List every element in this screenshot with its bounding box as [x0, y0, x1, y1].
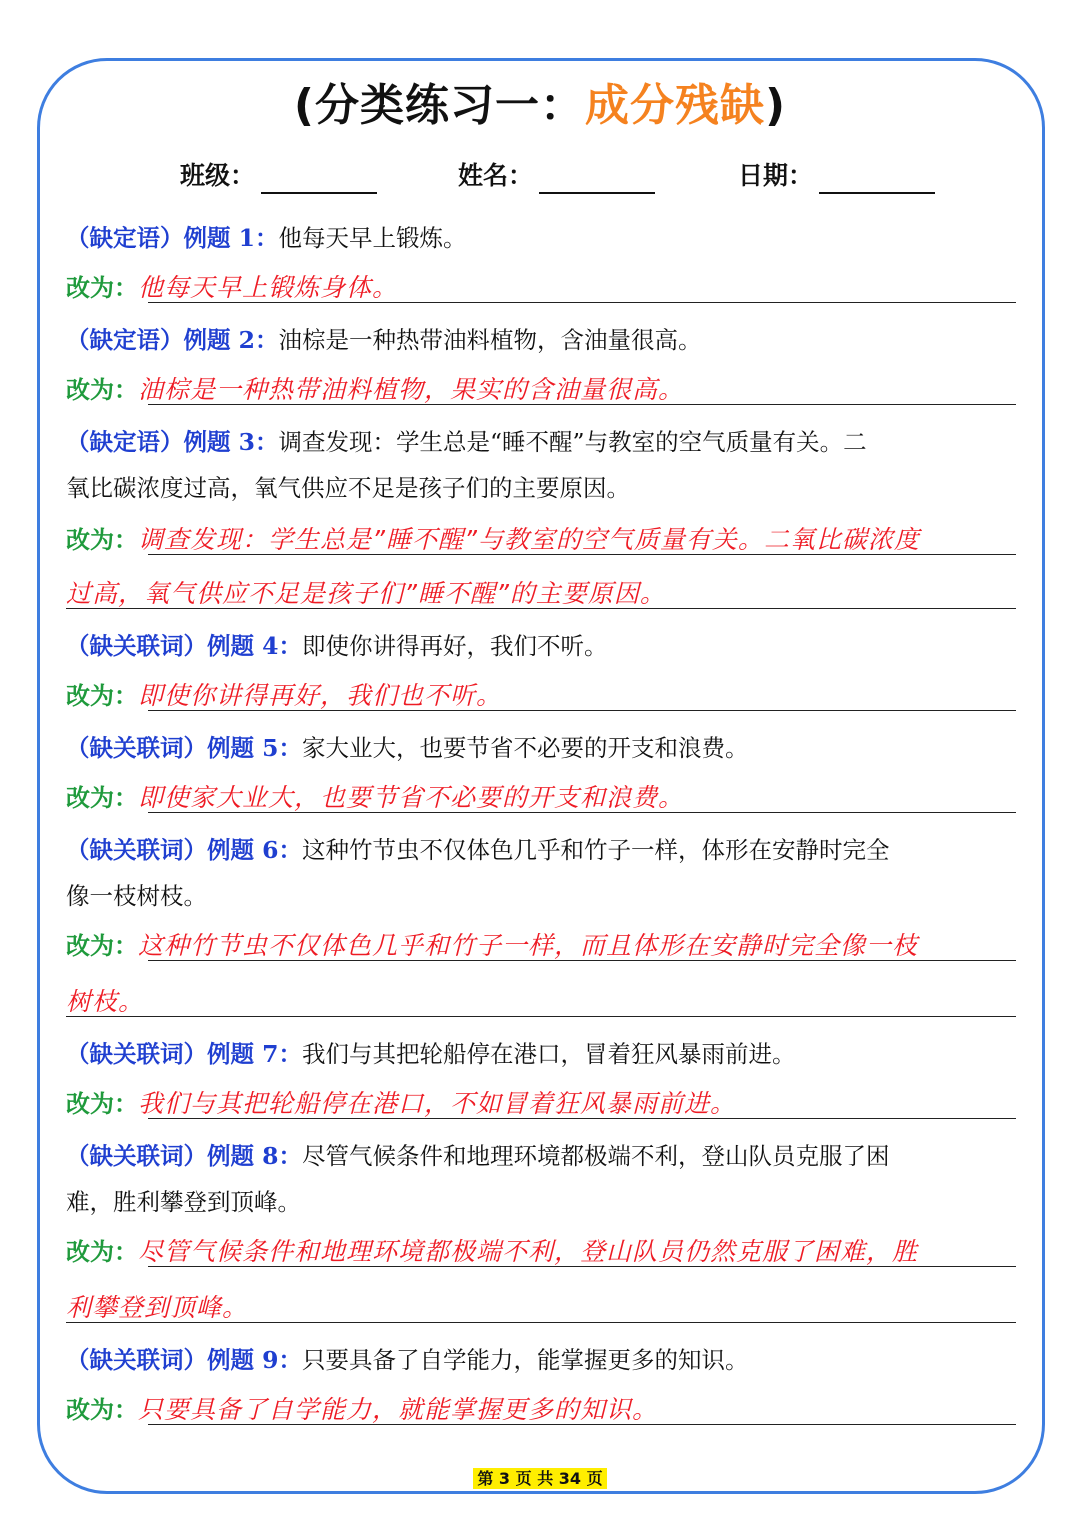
answer-rule	[66, 1322, 1016, 1323]
answer-rule	[148, 404, 1016, 405]
name-field	[458, 158, 655, 194]
answer-rule	[148, 812, 1016, 813]
answer-rule	[148, 1424, 1016, 1425]
page-number: 第 3 页 共 34 页	[473, 1468, 606, 1489]
question-8: （缺关联词）例题 8：尽管气候条件和地理环境都极端不利，登山队员克服了困	[66, 1142, 890, 1170]
date-field	[738, 158, 935, 194]
question-2: （缺定语）例题 2：油棕是一种热带油料植物，含油量很高。	[66, 326, 702, 354]
answer-rule	[148, 710, 1016, 711]
answer-3-cont: 过高，氧气供应不足是孩子们”睡不醒”的主要原因。	[66, 579, 666, 608]
answer-3: 改为：调查发现：学生总是”睡不醒”与教室的空气质量有关。二氧比碳浓度	[66, 525, 920, 554]
question-3-cont: 氧比碳浓度过高，氧气供应不足是孩子们的主要原因。	[66, 474, 630, 502]
page-title: (分类练习一：成分残缺)	[293, 80, 787, 131]
answer-6-cont: 树枝。	[66, 987, 145, 1016]
class-label: 班级：	[180, 161, 256, 190]
date-label: 日期：	[738, 161, 814, 190]
answer-2: 改为：油棕是一种热带油料植物，果实的含油量很高。	[66, 375, 685, 404]
question-8-cont: 难，胜利攀登到顶峰。	[66, 1188, 301, 1216]
name-label: 姓名：	[458, 161, 534, 190]
question-3: （缺定语）例题 3：调查发现：学生总是“睡不醒”与教室的空气质量有关。二	[66, 428, 867, 456]
page-footer	[0, 1466, 1080, 1489]
answer-1: 改为：他每天早上锻炼身体。	[66, 273, 399, 302]
answer-4: 改为：即使你讲得再好，我们也不听。	[66, 681, 503, 710]
answer-7: 改为：我们与其把轮船停在港口，不如冒着狂风暴雨前进。	[66, 1089, 737, 1118]
answer-9: 改为：只要具备了自学能力，就能掌握更多的知识。	[66, 1395, 659, 1424]
question-6: （缺关联词）例题 6：这种竹节虫不仅体色几乎和竹子一样，体形在安静时完全	[66, 836, 890, 864]
answer-rule	[66, 608, 1016, 609]
name-blank[interactable]	[539, 162, 655, 194]
question-5: （缺关联词）例题 5：家大业大，也要节省不必要的开支和浪费。	[66, 734, 749, 762]
answer-rule	[148, 1266, 1016, 1267]
answer-rule	[66, 1016, 1016, 1017]
question-1: （缺定语）例题 1：他每天早上锻炼。	[66, 224, 467, 252]
question-6-cont: 像一枝树枝。	[66, 882, 207, 910]
answer-8-cont: 利攀登到顶峰。	[66, 1293, 249, 1322]
answer-6: 改为：这种竹节虫不仅体色几乎和竹子一样，而且体形在安静时完全像一枝	[66, 931, 919, 960]
answer-rule	[148, 554, 1016, 555]
answer-8: 改为：尽管气候条件和地理环境都极端不利，登山队员仍然克服了困难，胜	[66, 1237, 919, 1266]
answer-5: 改为：即使家大业大，也要节省不必要的开支和浪费。	[66, 783, 685, 812]
question-9: （缺关联词）例题 9：只要具备了自学能力，能掌握更多的知识。	[66, 1346, 749, 1374]
answer-rule	[148, 1118, 1016, 1119]
title-accent: 成分残缺	[585, 80, 765, 131]
answer-rule	[148, 302, 1016, 303]
class-field	[180, 158, 377, 194]
answer-rule	[148, 960, 1016, 961]
question-4: （缺关联词）例题 4：即使你讲得再好，我们不听。	[66, 632, 608, 660]
question-7: （缺关联词）例题 7：我们与其把轮船停在港口，冒着狂风暴雨前进。	[66, 1040, 796, 1068]
date-blank[interactable]	[819, 162, 935, 194]
class-blank[interactable]	[261, 162, 377, 194]
